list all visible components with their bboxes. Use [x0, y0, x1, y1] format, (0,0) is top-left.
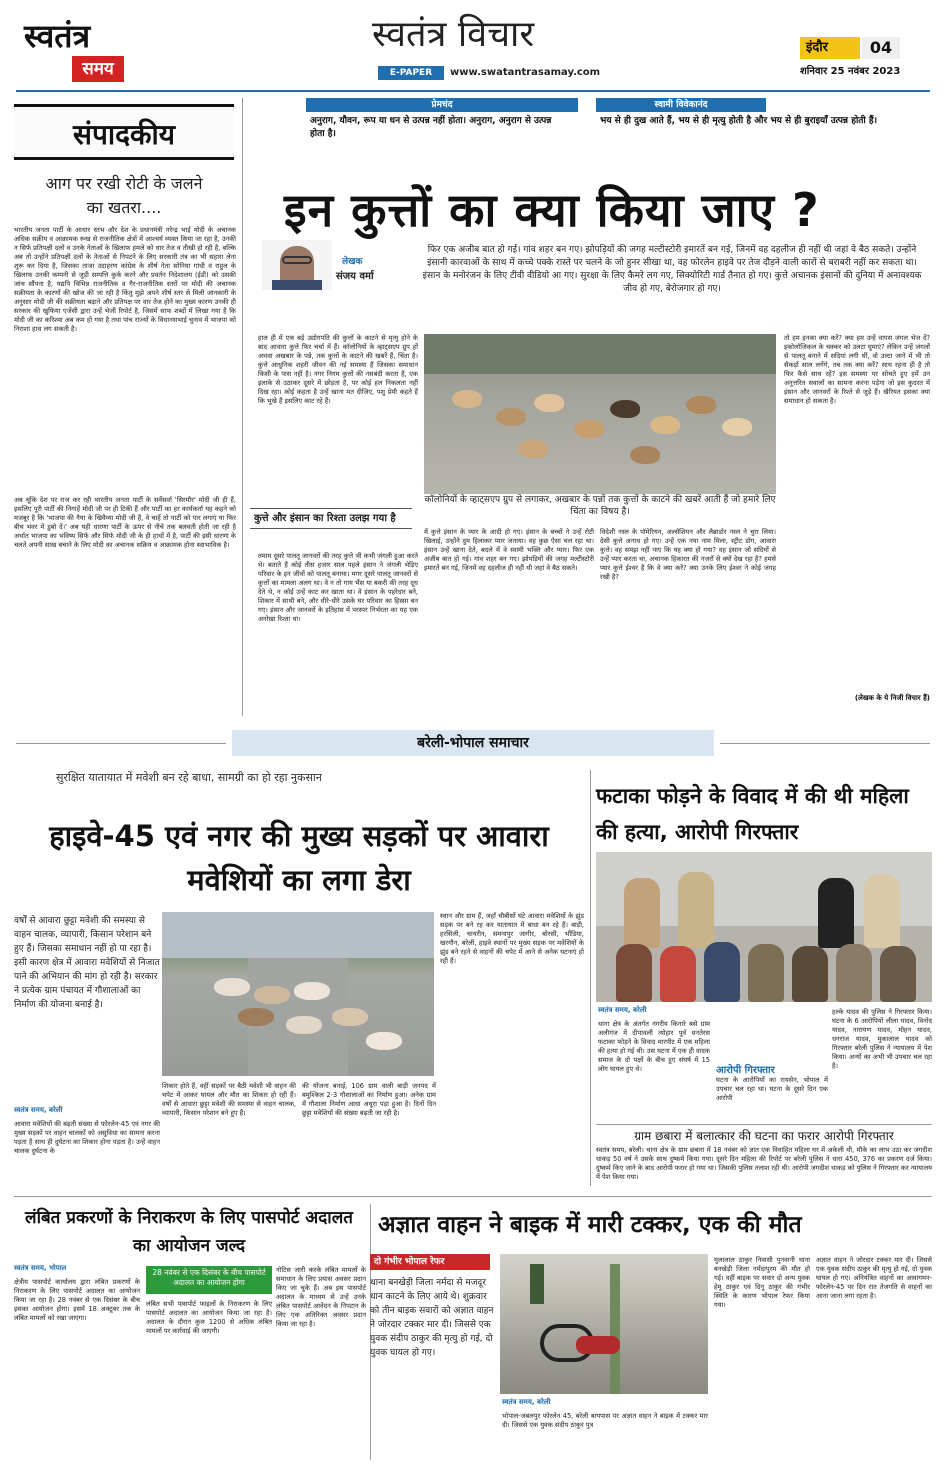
banner-line [720, 743, 930, 744]
murder-side: हल्के यादव की पुलिस ने गिरफ्तार किया। घटना के 6 आरोपियों लीला यादव, विनोद यादव, नारायण यादव, मोहन यादव, धनराज यादव, मुकालाल यादव को गिरफ्तार बरेली पुलिस ने न्यायालय में पेश किया। अन्यों का अभी भी उपचार चल रहा है। [832, 1008, 932, 1070]
accident-headline: अज्ञात वाहन ने बाइक में मारी टक्कर, एक की मौत [378, 1212, 802, 1238]
accused-group-photo [596, 852, 932, 1002]
logo-bottom: समय [72, 56, 124, 82]
cattle-body-4: स्थान और ग्राम हैं, जहाँ चौबीसों घंटे आवारा मवेशियों के झुंड सड़क पर बने रह कर यातायात में बाधा बन रहे हैं। बाड़ी, हरसिली, चायरीन, समनापुर जागीर, बोरसी, भौंडिया, खरगौन, बरेली, हाइवे स्थानों पर मुख्य सड़क पर मवेशियों के झुंड बने रहने से वाहनों की चपेट में आने से अनेक घटनाएं हो रही हैं। [440, 912, 584, 965]
byline-author: संजय वर्मा [336, 271, 374, 282]
epaper-badge: E-PAPER [378, 66, 444, 80]
editorial-body-2: अब चूंकि देश पर राज कर रही भारतीय जनता पार्टी के सर्वेसर्वा 'सिरमौर' मोदी जी ही हैं, इसलिए पूरी पार्टी की निगाहें मोदी जी पर ही टिकी हैं और पार्टी का हर कार्यकर्ता यह कहने को मजबूर है कि 'भाजपा की नैया के खिवैय्या मोदी जी हैं, वे चाहें तो पार्टी को पार लगाएं या फिर बीच भंवर में डुबो दें।' अब यही धारणा पार्टी के ऊपर से नीचे तक बलवती होती जा रही है अर्थात भाजपा का भविष्य सिर्फ और सिर्फ मोदी जी के ही हाथों में है, पार्टी की इसी धारणा के चलते अपनी साख बचाने के लिए मोदी का अचानक सक्रिय व आक्रामक होना स्वाभाविक है। [14, 496, 236, 549]
editorial-label: संपादकीय [14, 104, 234, 160]
passport-highlight: 28 नवंबर से एक दिसंबर के बीच पासपोर्ट अदालत का आयोजन होगा [146, 1266, 272, 1294]
lead-subhead: कुत्ते और इंसान का रिश्ता उलझ गया है [250, 508, 412, 529]
credit-line: स्वतंत्र समय, बरेली [502, 1398, 551, 1406]
passport-body-1: क्षेत्रीय पासपोर्ट कार्यालय द्वारा लंबित प्रकरणों के निराकरण के लिए पासपोर्ट अदालत का आयोजन किया जा रहा है। 28 नवंबर से एक दिसंबर के बीच इसका आयोजन होगा। इसमें 18 अक्टूबर तक के लंबित मामलों को रखा जाएगा। [14, 1278, 140, 1322]
section-divider [14, 1196, 932, 1197]
passport-body-2: लंबित सभी पासपोर्ट फाइलों के निराकरण के लिए पासपोर्ट अदालत का आयोजन किया जा रहा है। अदालत के दौरान कुल 1200 से अधिक लंबित मामलों पर कार्रवाई की जाएगी। [146, 1300, 272, 1335]
column-divider [242, 98, 243, 716]
accident-bike-photo [500, 1254, 708, 1394]
quote-box-vivekananda [596, 98, 928, 154]
site-url[interactable]: www.swatantrasamay.com [450, 67, 601, 78]
cattle-headline: हाइवे-45 एवं नगर की मुख्य सड़कों पर आवारा मवेशियों का लगा डेरा [49, 819, 549, 897]
lead-column-1b: तमाम दूसरे पालतू जानवरों की तरह कुत्ते भी कभी जंगली हुआ करते थे। बताते हैं कोई तीस हजार साल पहले इंसान ने जंगली भेड़िए परिवार के इन जीवों को पालतू बनाया। मगर दूसरे पालतू जानवरों से कुत्तों का मामला अलग था। वे न तो गाय भैंस या बकरी की तरह दूध देते थे, न कोई उन्हें काट कर खाता था। वे इंसान के पहरेदार बने, शिकार में साथी बने, और धीरे-धीरे उसके घर परिवार का हिस्सा बन गए। इंसान और जानवरों के इतिहास में परस्पर निर्भरता का यह एक अनोखा रिश्ता था। [258, 552, 418, 623]
city-badge [800, 37, 918, 59]
murder-headline: फटाका फोड़ने के विवाद में की थी महिला की हत्या, आरोपी गिरफ्तार [596, 784, 909, 844]
lead-column-3: विदेशी नस्ल के पॉमेरियन, अल्सेशियन और लैब्राडोर नस्ल ने चुरा लिया। देसी कुत्ते अनाथ हो गए। उन्हें एक नया नाम मिला, स्ट्रीट डॉग, आवारा कुत्ते। वह समझ नहीं पाए कि यह क्या हो गया? वह इंसान जो सदियों से उन्हें प्यार करता था, अचानक हिकारत की नजरों से क्यों देख रहा है? हमसे प्यार कुत्ते ईश्वर हैं कि वे क्या करें? क्या उनके लिए ईश्वर ने कोई जगह रखी है? [600, 528, 776, 581]
editorial-headline: आग पर रखी रोटी के जलने का खतरा.... [45, 174, 203, 217]
quote-text: भय से ही दुख आते हैं, भय से ही मृत्यु होती है और भय से ही बुराइयाँ उत्पन्न होती हैं। [600, 116, 878, 126]
lead-column-1: हाल ही में एक बड़े उद्योगपति की कुत्तों के काटने से मृत्यु होने के बाद आवारा कुत्ते फिर चर्चा में हैं। कॉलोनियों के व्हाट्सएप ग्रुप हों अथवा अखबार के पन्ने, तक कुत्तों के काटने की खबरें हैं, चिंता है। कुत्ते आधुनिक शहरी जीवन की नई समस्या हैं जिसका समाधान किसी के पास नहीं है। नगर निगम कुत्तों की नसबंदी करता है, एक इलाके से उठाकर दूसरे में छोड़ता है, पर कोई हल निकलता नहीं दिख रहा। कोई कहता है उन्हें खाना मत दीजिए, पशु प्रेमी कहते हैं कि भूखे हैं इसलिए काट रहे हैं। [258, 334, 418, 405]
murder-box-text: घटना के आरोपियों का रायसेन, भोपाल में उपचार चल रहा था। घटना के दूसरे दिन एक आरोपी [716, 1076, 828, 1102]
quote-text: अनुराग, यौवन, रूप या धन से उत्पन्न नहीं होता। अनुराग, अनुराग से उत्पन्न होता है। [310, 116, 552, 139]
credit-line: स्वतंत्र समय, बरेली [598, 1006, 647, 1014]
quote-author: प्रेमचंद [306, 98, 578, 112]
author-photo [262, 240, 332, 290]
credit-line: स्वतंत्र समय, बरेली [14, 1106, 63, 1114]
newspaper-logo[interactable] [24, 18, 124, 86]
rape-body: स्वतंत्र समय, बरेली। थाना क्षेत्र के ग्राम छबारा में 18 नवंबर को ज्ञात एक विवाहित महिला घर में अकेली थी, मौके का लाभ उठा कर जगदीश धाकड़ 50 वर्ष ने उसके साथ दुष्कर्म किया गया। दूसरे दिन महिला की रिपोर्ट पर बरेली पुलिस ने धारा 450, 376 का प्रकरण दर्ज किया। दुष्कर्म किए जाने के बाद आरोपी फरार हो गया था। जिसकी पुलिस तलाश रही थी। आरोपी जगदीश धाकड़ को पुलिस ने गिरफ्तार कर न्यायालय में पेश किया गया। [596, 1146, 932, 1181]
page-number: 04 [862, 37, 900, 59]
column-divider [590, 770, 591, 1186]
byline-label: लेखक [342, 257, 363, 267]
masthead [0, 0, 945, 90]
lead-column-4: तो हम इनका क्या करें? क्या हम उन्हें वापस जंगल भेज दें? इकोलॉजिकल के चक्कर को उलटा घुमाएं? लेकिन उन्हें जंगलों से पालतू बनाने में सदियां लगी थीं, वो उल्टा जाने में भी तो सैकड़ों साल लगेंगे, तब तक क्या करें? साथ रहना ही है तो फिर कैसे साथ रहें? इस समस्या पर सोचते हुए हमें उन अनुत्तरित सवालों का सामना करना पड़ेगा जो इस कुदरत में इंसान और जानवरों के रिश्ते से जुड़े हैं। खैरियत इसका क्या समाधान हो सकता है। [784, 334, 930, 405]
accident-tag: दो गंभीर भोपाल रेफर [370, 1254, 490, 1270]
masthead-divider [16, 90, 930, 92]
editorial-body: भारतीय जनता पार्टी के आधार स्तंभ और देश के प्रधानमंत्री नरेन्द्र भाई मोदी के अचानक अधिक सक्रीय व आक्रामक रूख से राजनीतिक क्षेत्रों में आश्चर्य व्यक्त किया जा रहा है, उनकी न सिर्फ प्रतिपक्षी दलों व उनके नेताओं के खिलाफ हमले को धार तेज व तीखी हो रही है, बल्कि अब तो उन्होंने प्रतिपक्षी दलों के नेताओं से निपटने के लिए सरकारी तंत्र का भी सहारा लेना शुरू कर दिया है, जिसका ताजा उदाहरण कांग्रेस के शीर्ष नेता सोनिया गांधी व राहुल के खिलाफ उनकी कम्पनी से जुड़ी सम्पत्ति कुर्क करने और प्रवर्तन निदेशालय (ईडी) को उसकी जांच सौंपना है, यद्यपि विभिन्न राजनीतिक व गैर-राजनीतिक स्तरों पर मोदी की अचानक सक्रीयता के कारणों की खोज की जा रही है किंतु मुझे अपने शीर्ष स्तर से मिली जानकारी के अनुसार मोदी जी की सक्रीयता बढ़ाने और प्रतिपक्ष पर वार तेज होने का मुख्य कारण उनकी ही सरकार की खुफिया एजेंसी द्वारा उन्हें भेजी रिपोर्ट है, जिसमें साफ शब्दों में लिखा गया है कि मोदी जी का करिश्मा अब कम हो गया है तथा पांच राज्यों के विधानसभाई चुनाव में भाजपा को निराशा हाथ लग सकती है। [14, 226, 236, 333]
cattle-road-photo [162, 912, 434, 1076]
lead-column-2: में कुत्ते इंसान के प्यार के आदी हो गए। इंसान के बच्चों ने उन्हें रोटी खिलाई, उन्होंने दुम हिलाकर प्यार जताया। वह कुछ ऐसा चल रहा था। इंसान उन्हें खाना देते, बदले में वे स्वामी भक्ति और प्यार। फिर एक अजीब बात हो गई। गांव शहर बन गए। झोपड़ियों की जगह मल्टीस्टोरी इमारतें बन गई, जिनमें वह दहलीज ही नहीं थी जहां वे बैठ सकते। [424, 528, 594, 572]
lead-headline: इन कुत्तों का क्या किया जाए ? [284, 183, 820, 237]
section-banner-title: बरेली-भोपाल समाचार [417, 735, 529, 751]
accident-body-2: मुलालाल ठाकुर निवासी पुनवानी थाना बनखेड़ी जिला नर्मदापुरम की मौत हो गई। वहीं बाइक पर सवार दो अन्य युवक हेमू ठाकुर एवं दिनू ठाकुर की गंभीर स्थिति के कारण भोपाल रेफर किया गया। [714, 1256, 810, 1309]
stray-dogs-photo [424, 334, 776, 494]
quote-box-premchand [306, 98, 578, 154]
accident-summary: थाना बनखेड़ी जिला नर्मदा से मजदूर धान काटने के लिए आये थे। शुक्रवार को तीन बाइक सवारों को अज्ञात वाहन ने जोरदार टक्कर मार दी। जिससे एक युवक संदीप ठाकुर की मृत्यु हो गई, दो युवक घायल हो गए। [370, 1278, 494, 1358]
credit-line: स्वतंत्र समय, भोपाल [14, 1264, 67, 1272]
issue-date: शनिवार 25 नवंबर 2023 [800, 66, 901, 77]
city-name: इंदौर [800, 37, 860, 59]
lead-footnote: (लेखक के ये निजी विचार हैं) [854, 694, 930, 702]
lead-intro: फिर एक अजीब बात हो गई। गांव शहर बन गए। झोपड़ियों की जगह मल्टीस्टोरी इमारतें बन गई, जिनमें वह दहलीज ही नहीं थी जहां वे बैठ सकते। उन्होंने इंसानी कारवाओं के साथ में कच्चे पक्के रास्ते पर चलने के जो हुनर सीखा था, वह फोरलेन हाइवे पर तेज दौड़ने वाली कारों से बराबरी नहीं कर सकता था। इंसान के मनोरंजन के लिए टीवी वीडियो आ गए। सुरक्षा के लिए कैमरे लग गए, सिक्योरिटी गार्ड तैनात हो गए। कुत्ते अचानक इंसानों की दुनिया में अनावश्यक जीव हो गए, बेरोजगार हो गए। [422, 245, 922, 294]
accident-body-1: भोपाल-जबलपुर फोरलेन 45, बरेली बायपास पर अज्ञात वाहन ने बाइक में टक्कर मार दी। जिससे एक युवक संदीप ठाकुर पुत्र [502, 1412, 708, 1429]
murder-body: थाना क्षेत्र के अंतर्गत नगरीय किनारे बसे ग्राम अलीगंज में दीपावली त्योहार पूर्व धनतेरस फटाका फोड़ने के विवाद मारपीट में एक महिला की हत्या हो गई थी। उस घटना में एक ही वादक समाज के दो पक्षों के बीच हुए संघर्ष में 15 लोग घायल हुए थे। [598, 1020, 710, 1073]
section-banner [232, 730, 714, 756]
banner-line [16, 743, 226, 744]
cattle-body-2: शिकार होते हैं, वहीं सड़कों पर बैठी मवेशी भी वाहन की चपेट में आकर घायल और मौत का शिकार हो रही हैं। वर्षों से आवारा छुट्टा मवेशी की समस्या से वाहन चालक, व्यापारी, किसान परेशान बने हुए हैं। [162, 1082, 296, 1117]
cattle-kicker: सुरक्षित यातायात में मवेशी बन रहे बाधा, सामग्री का हो रहा नुकसान [56, 771, 322, 784]
cattle-body-3: की योजना बनाई, 106 ग्राम वाली बाड़ी जनपद में बमुश्किल 2-3 गौशालाओं का निर्माण हुआ। अनेक ग्राम में गौशाला निर्माण आधा अधूरा पड़ा हुआ है। दिनों दिन छुट्टा मवेशियों की संख्या बढ़ती जा रही है। [302, 1082, 436, 1117]
passport-body-3: नोटिस जारी करके लंबित मामलों के समाधान के लिए प्रयास अवसर प्रदान किए जा चुके हैं। अब इस पासपोर्ट अदालत के माध्यम से उन्हें उनके लंबित पासपोर्ट आवेदन के निपटान के लिए एक अतिरिक्त अवसर प्रदान किया जा रहा है। [276, 1266, 366, 1328]
rape-headline: ग्राम छबारा में बलात्कार की घटना का फरार आरोपी गिरफ्तार [596, 1124, 932, 1145]
accident-body-3: अज्ञात वाहन ने जोरदार टक्कर मार दी। जिससे एक युवक संदीप ठाकुर की मृत्यु हो गई, दो युवक घायल हो गए। अनियंत्रित वाहनों का आवागमन-फोरलेन-45 पर दिन रात तेजगति से वाहनों का आना जाना लगा रहता है। [816, 1256, 932, 1300]
cattle-body-1: आवारा मवेशियों की बढ़ती संख्या से फोरलेन-45 एवं नगर की मुख्य सड़कों पर वाहन चालकों को असुविधा का सामना करना पड़ता है साथ ही दुर्घटना का शिकार होना पड़ता है। उन्हें वाहन चालक दुर्घटना के [14, 1120, 160, 1155]
logo-top: स्वतंत्र [24, 17, 91, 55]
photo-caption: कॉलोनियों के व्हाट्सएप ग्रुप से लगाकर, अखबार के पन्नों तक कुत्तों के काटने की खबरें आती हैं जो हमारे लिए चिंता का विषय है। [424, 495, 776, 517]
quote-author: स्वामी विवेकानंद [596, 98, 766, 112]
page-title: स्वतंत्र विचार [372, 14, 535, 55]
murder-box-title: आरोपी गिरफ्तार [716, 1065, 775, 1076]
passport-headline: लंबित प्रकरणों के निराकरण के लिए पासपोर्ट अदालत का आयोजन जल्द [25, 1208, 353, 1256]
cattle-intro: वर्षों से आवारा छुट्टा मवेशी की समस्या से वाहन चालक, व्यापारी, किसान परेशान बने हुए हैं। जिसका समाधान नहीं हो पा रहा है। इसी कारण क्षेत्र में आवारा मवेशियों से निजात पाने की अभियान की मांग हो रही है। सरकार ने प्रत्येक ग्राम पंचायत में गौशालाओं का निर्माण की योजना बनाई है। [14, 916, 160, 1010]
